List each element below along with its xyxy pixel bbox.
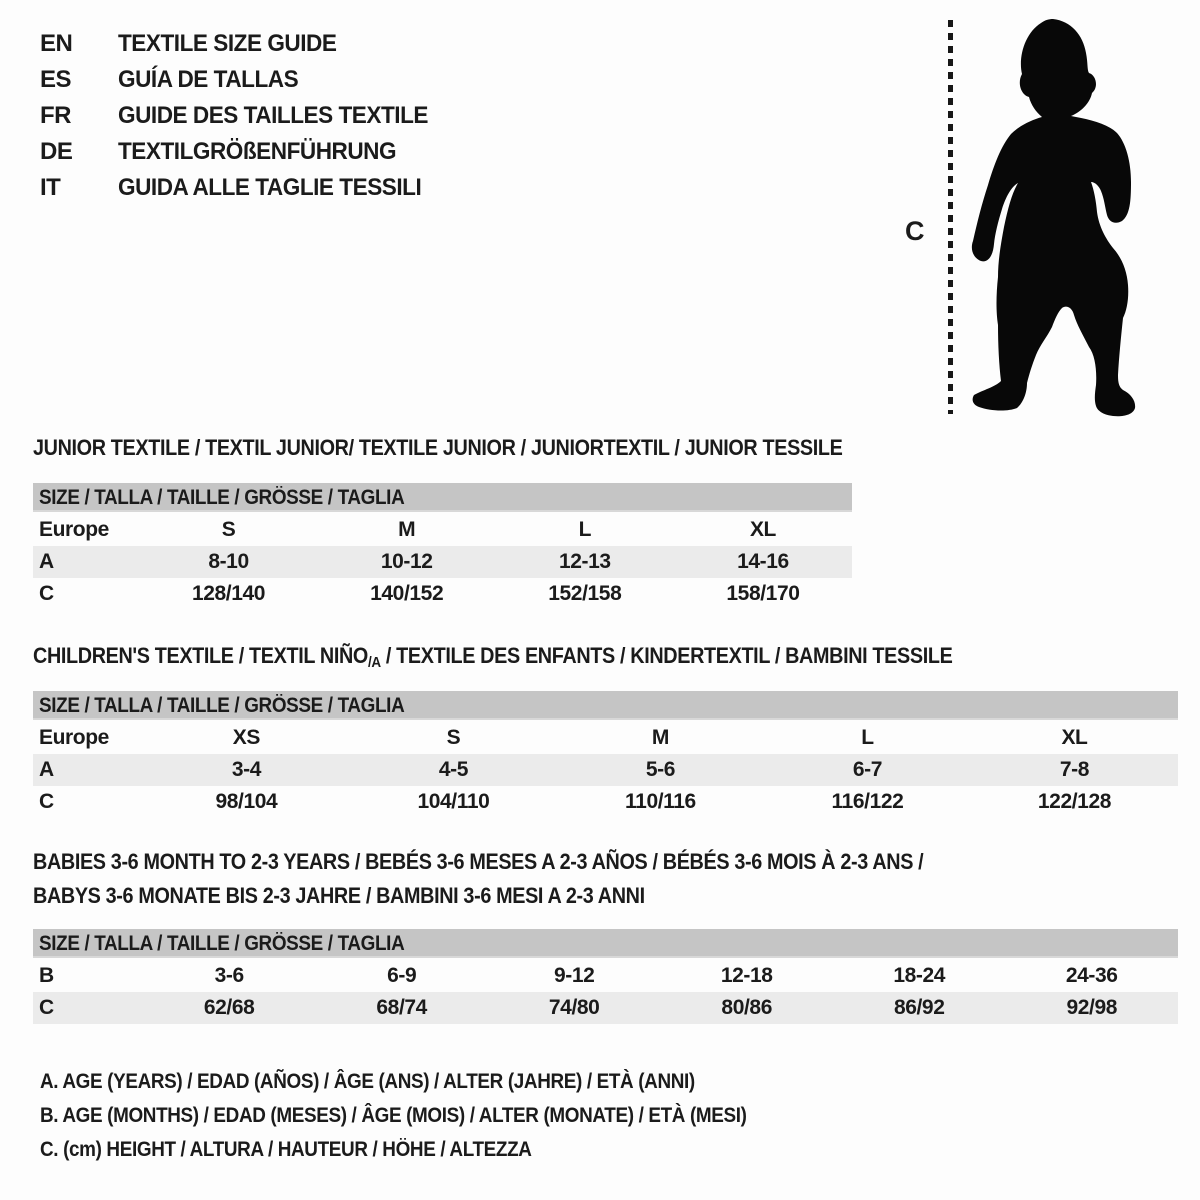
title-prefix: CHILDREN'S TEXTILE / TEXTIL NIÑO <box>33 643 368 668</box>
height-cell: 128/140 <box>191 582 266 605</box>
row-label: C <box>39 582 54 605</box>
height-cell: 110/116 <box>625 790 696 813</box>
age-cell: 10-12 <box>380 550 433 573</box>
height-cell: 140/152 <box>370 582 444 605</box>
row-label: Europe <box>39 518 109 541</box>
table-title-line2: BABYS 3-6 MONATE BIS 2-3 JAHRE / BAMBINI 3-6 MESI A 2-3 ANNI <box>33 883 645 908</box>
age-cell: 5-6 <box>645 758 676 781</box>
age-cell: 9-12 <box>553 964 595 987</box>
language-label: TEXTILGRÖßENFÜHRUNG <box>118 138 397 165</box>
size-header-bar <box>33 929 1178 958</box>
language-code: EN <box>40 30 73 57</box>
age-cell: 6-9 <box>387 964 417 987</box>
size-cell: L <box>861 726 874 749</box>
table-title <box>33 644 1064 675</box>
height-cell: 62/68 <box>203 996 255 1019</box>
age-cell: 12-18 <box>720 964 773 987</box>
height-cell: 152/158 <box>548 582 622 605</box>
language-code: DE <box>40 138 73 165</box>
size-cell: M <box>651 726 669 749</box>
age-cell: 14-16 <box>737 550 789 573</box>
size-header-bar <box>33 483 852 512</box>
height-cell: 86/92 <box>893 996 945 1019</box>
size-header-bar <box>33 691 1178 720</box>
language-label: GUIDA ALLE TAGLIE TESSILI <box>118 174 422 201</box>
language-code: ES <box>40 66 72 93</box>
height-cell: 116/122 <box>831 790 904 813</box>
row-label: Europe <box>39 726 109 749</box>
legend-line-c: C. (cm) HEIGHT / ALTURA / HAUTEUR / HÖHE / ALTEZZA <box>40 1138 532 1161</box>
height-measure-dashed-line <box>948 20 953 414</box>
table-title-line1: BABIES 3-6 MONTH TO 2-3 YEARS / BEBÉS 3-6 MESES A 2-3 AÑOS / BÉBÉS 3-6 MOIS À 2-3 ANS / <box>33 849 924 874</box>
row-label: C <box>39 790 54 813</box>
size-cell: S <box>446 726 461 749</box>
size-header-text: SIZE / TALLA / TAILLE / GRÖSSE / TAGLIA <box>39 486 405 509</box>
legend-line-a: A. AGE (YEARS) / EDAD (AÑOS) / ÂGE (ANS) / ALTER (JAHRE) / ETÀ (ANNI) <box>40 1070 695 1093</box>
height-cell: 74/80 <box>548 996 600 1019</box>
language-code: IT <box>40 174 61 201</box>
age-cell: 3-6 <box>214 964 244 987</box>
height-cell: 158/170 <box>726 582 800 605</box>
table-row-a <box>33 754 1178 786</box>
table-row-b <box>33 960 1178 992</box>
row-label: A <box>39 550 54 573</box>
toddler-silhouette-icon <box>965 15 1140 430</box>
measure-legend <box>40 1070 825 1172</box>
height-cell: 98/104 <box>215 790 278 813</box>
table-row-europe <box>33 514 852 546</box>
height-cell: 104/110 <box>417 790 490 813</box>
size-cell: XS <box>232 726 261 749</box>
table-row-c <box>33 992 1178 1024</box>
row-label: A <box>39 758 54 781</box>
height-cell: 80/86 <box>721 996 772 1019</box>
row-label: B <box>39 964 54 987</box>
age-cell: 8-10 <box>208 550 249 573</box>
age-cell: 18-24 <box>893 964 946 987</box>
age-cell: 24-36 <box>1065 964 1118 987</box>
age-cell: 6-7 <box>852 758 883 781</box>
size-cell: S <box>221 518 236 541</box>
height-measure-figure <box>0 0 1200 440</box>
row-label: C <box>39 996 54 1019</box>
table-row-c <box>33 786 1178 818</box>
table-row-a <box>33 546 852 578</box>
title-subscript: /A <box>367 654 381 671</box>
size-header-text: SIZE / TALLA / TAILLE / GRÖSSE / TAGLIA <box>39 932 405 955</box>
language-code: FR <box>40 102 71 129</box>
language-label: GUÍA DE TALLAS <box>118 66 299 93</box>
table-row-c <box>33 578 852 610</box>
age-cell: 7-8 <box>1059 758 1090 781</box>
size-header-text: SIZE / TALLA / TAILLE / GRÖSSE / TAGLIA <box>39 694 405 717</box>
height-cell: 92/98 <box>1066 996 1118 1019</box>
language-label: GUIDE DES TAILLES TEXTILE <box>118 102 428 129</box>
table-title: JUNIOR TEXTILE / TEXTIL JUNIOR/ TEXTILE JUNIOR / JUNIORTEXTIL / JUNIOR TESSILE <box>33 435 843 460</box>
size-cell: XL <box>1061 726 1088 749</box>
age-cell: 3-4 <box>231 758 261 781</box>
height-cell: 122/128 <box>1037 790 1112 813</box>
height-cell: 68/74 <box>376 996 427 1019</box>
size-cell: L <box>578 518 592 541</box>
junior-textile-table <box>33 435 852 605</box>
age-cell: 4-5 <box>438 758 468 781</box>
title-suffix: / TEXTILE DES ENFANTS / KINDERTEXTIL / BAMBINI TESSILE <box>380 643 953 668</box>
measure-c-label: C <box>905 216 925 246</box>
childrens-textile-table <box>33 643 1178 813</box>
legend-line-b: B. AGE (MONTHS) / EDAD (MESES) / ÂGE (MOIS) / ALTER (MONATE) / ETÀ (MESI) <box>40 1104 747 1127</box>
age-cell: 12-13 <box>558 550 611 573</box>
size-cell: M <box>398 518 416 541</box>
table-row-europe <box>33 722 1178 754</box>
language-label: TEXTILE SIZE GUIDE <box>118 30 337 57</box>
size-cell: XL <box>749 518 776 541</box>
